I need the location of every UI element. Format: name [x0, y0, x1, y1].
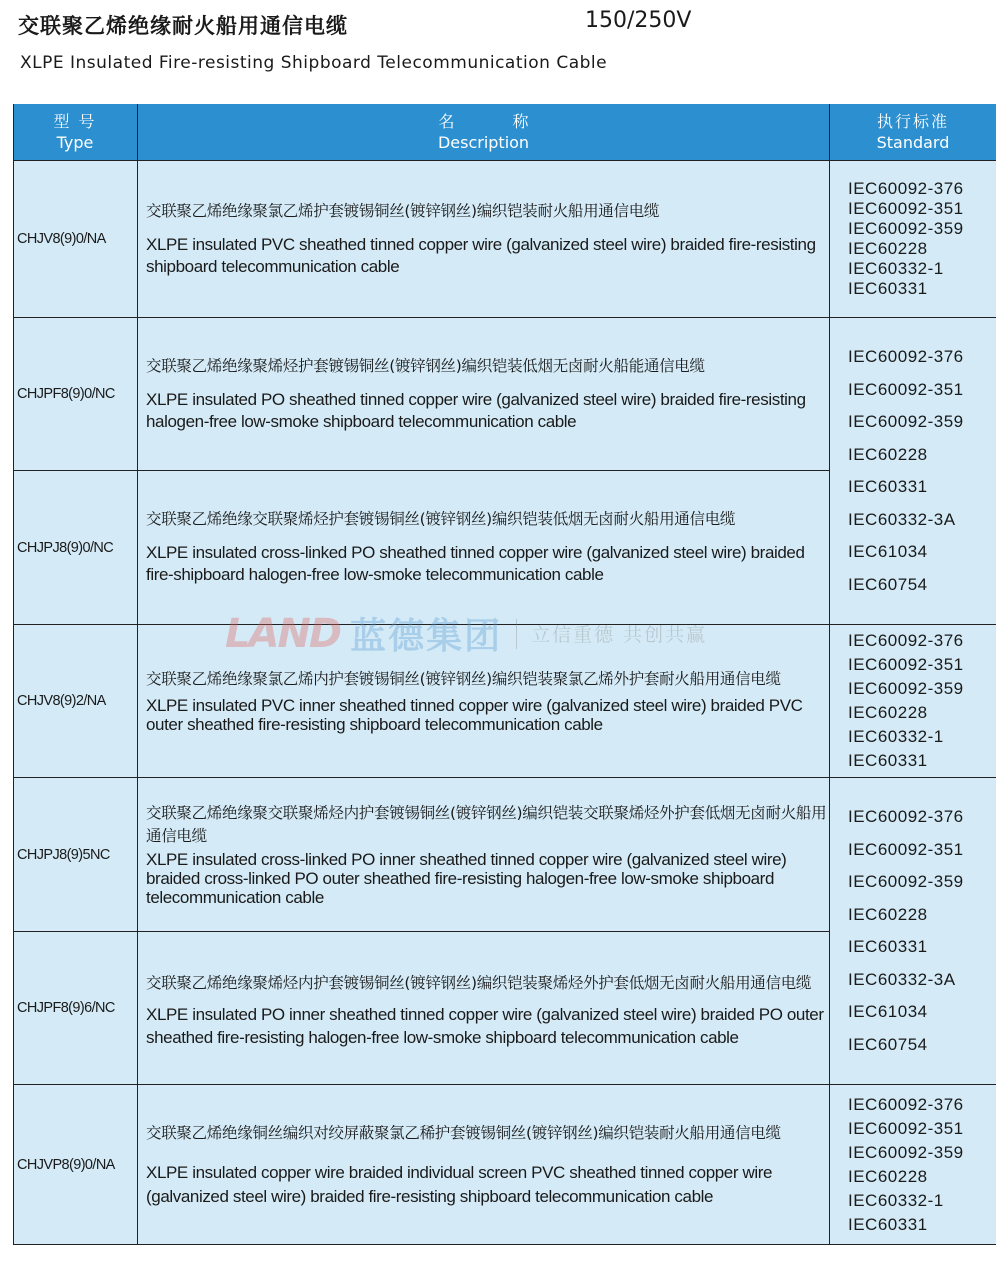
border	[13, 1244, 996, 1245]
watermark-logo: LAND	[225, 610, 341, 657]
header-standard: 执行标准 Standard	[830, 104, 996, 160]
voltage-rating: 150/250V	[585, 8, 692, 33]
type-cell: CHJV8(9)0/NA	[17, 231, 106, 247]
standard-cell: IEC60092-376 IEC60092-351 IEC60092-359 IEC60228 IEC60332-1 IEC60331	[848, 1094, 964, 1234]
description-cell: 交联聚乙烯绝缘聚氯乙烯护套镀锡铜丝(镀锌钢丝)编织铠装耐火船用通信电缆 XLPE insulated PVC sheathed tinned copper wire (galvanized steel wire) braided fire-resisting shipboard telecommunication cable	[146, 201, 816, 276]
description-cell: 交联聚乙烯绝缘聚烯烃内护套镀锡铜丝(镀锌钢丝)编织铠装聚烯烃外护套低烟无卤耐火船用通信电缆 XLPE insulated PO inner sheathed tinned copper wire (galvanized steel wire) braided PO outer sheathed fire-resisting halogen-free low-smoke shipboard telecommunication cable	[146, 974, 824, 1047]
type-cell: CHJV8(9)2/NA	[17, 693, 106, 709]
standard-cell: IEC60092-376 IEC60092-351 IEC60092-359 IEC60228 IEC60331 IEC60332-3A IEC61034 IEC60754	[848, 807, 964, 1054]
type-cell: CHJVP8(9)0/NA	[17, 1156, 115, 1173]
standard-cell: IEC60092-376 IEC60092-351 IEC60092-359 IEC60228 IEC60331 IEC60332-3A IEC61034 IEC60754	[848, 347, 964, 594]
page-title-en: XLPE Insulated Fire-resisting Shipboard Telecommunication Cable	[20, 53, 608, 73]
type-cell: CHJPF8(9)0/NC	[17, 386, 115, 402]
type-cell: CHJPJ8(9)5NC	[17, 846, 110, 863]
watermark-divider	[516, 619, 517, 649]
watermark-company: 蓝德集团	[350, 616, 503, 657]
company-watermark	[225, 608, 707, 659]
type-cell: CHJPJ8(9)0/NC	[17, 539, 114, 556]
type-cell: CHJPF8(9)6/NC	[17, 1000, 115, 1016]
cable-spec-table	[13, 104, 996, 1245]
page-title-cn: 交联聚乙烯绝缘耐火船用通信电缆	[18, 14, 348, 38]
description-cell: 交联聚乙烯绝缘聚烯烃护套镀锡铜丝(镀锌钢丝)编织铠装低烟无卤耐火船能通信电缆 XLPE insulated PO sheathed tinned copper wire (galvanized steel wire) braided fire-resisting halogen-free low-smoke shipboard telecommunication cable	[146, 356, 806, 431]
header-description: 名称 Description	[138, 104, 829, 160]
description-cell: 交联聚乙烯绝缘铜丝编织对绞屏蔽聚氯乙稀护套镀锡铜丝(镀锌钢丝)编织铠装耐火船用通信电缆 XLPE insulated copper wire braided individual screen PVC sheathed tinned copper wire (galvanized steel wire) braided fire-resisting shipboard telecommunication cable	[146, 1124, 781, 1206]
description-cell: 交联聚乙烯绝缘聚氯乙烯内护套镀锡铜丝(镀锌钢丝)编织铠装聚氯乙烯外护套耐火船用通信电缆 XLPE insulated PVC inner sheathed tinned copper wire (galvanized steel wire) braided PVC outer sheathed fire-resisting shipboard telecommunication cable	[146, 669, 803, 734]
header-type: 型 号 Type	[13, 104, 137, 160]
standard-cell: IEC60092-376 IEC60092-351 IEC60092-359 IEC60228 IEC60332-1 IEC60331	[848, 631, 964, 770]
description-cell: 交联聚乙烯绝缘交联聚烯烃护套镀锡铜丝(镀锌钢丝)编织铠装低烟无卤耐火船用通信电缆 XLPE insulated cross-linked PO sheathed tinned copper wire (galvanized steel wire) braided fire-shipboard halogen-free low-smoke telecommunication cable	[146, 510, 805, 584]
watermark-slogan: 立信重德 共创共赢	[531, 624, 708, 646]
standard-cell: IEC60092-376 IEC60092-351 IEC60092-359 IEC60228 IEC60332-1 IEC60331	[848, 179, 964, 298]
border	[829, 104, 830, 1245]
description-cell: 交联聚乙烯绝缘聚交联聚烯烃内护套镀锡铜丝(镀锌钢丝)编织铠装交联聚烯烃外护套低烟无卤耐火船用通信电缆 XLPE insulated cross-linked PO inner sheathed tinned copper wire (galvanized steel wire) braided cross-linked PO outer sheathed fire-resisting halogen-free low-smoke shipboard telecommunication cable	[146, 804, 827, 907]
